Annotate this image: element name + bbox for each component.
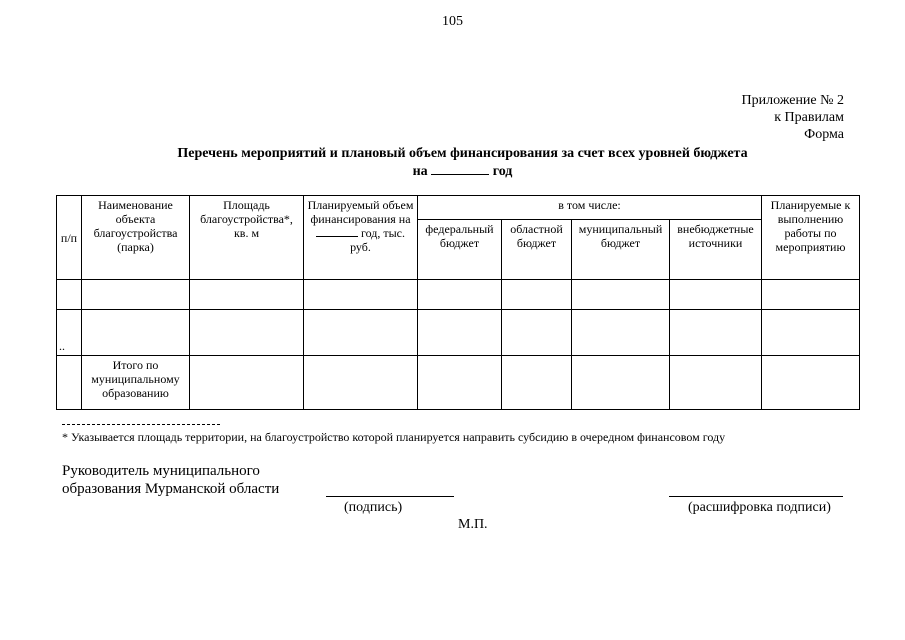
table-cell bbox=[304, 310, 418, 356]
table-cell bbox=[418, 280, 502, 310]
table-cell bbox=[418, 356, 502, 410]
page-number: 105 bbox=[442, 14, 463, 29]
table-cell bbox=[762, 280, 860, 310]
table-cell bbox=[670, 356, 762, 410]
title-line-2 bbox=[60, 162, 865, 180]
table-cell bbox=[190, 356, 304, 410]
head-label-line-2: образования Мурманской области bbox=[62, 481, 280, 497]
table-cell bbox=[670, 310, 762, 356]
header-num: п/п bbox=[57, 196, 82, 280]
appendix-line-1: Приложение № 2 bbox=[741, 93, 844, 108]
table-row bbox=[57, 310, 860, 356]
table-cell bbox=[57, 356, 82, 410]
footnote-separator bbox=[62, 424, 220, 425]
table-cell bbox=[57, 280, 82, 310]
appendix-line-3: Форма bbox=[804, 127, 844, 142]
table-cell bbox=[190, 280, 304, 310]
head-label-line-1: Руководитель муниципального bbox=[62, 463, 260, 479]
table-cell bbox=[572, 310, 670, 356]
planned-financing-suffix: год, тыс. руб. bbox=[350, 226, 405, 254]
signature-line bbox=[326, 496, 454, 497]
table-cell bbox=[670, 280, 762, 310]
table-cell bbox=[572, 280, 670, 310]
table-header-row-1 bbox=[57, 196, 860, 220]
signature-caption: (подпись) bbox=[344, 500, 403, 515]
year-blank bbox=[431, 162, 489, 175]
table-cell bbox=[190, 310, 304, 356]
header-municipal: муниципальный бюджет bbox=[572, 220, 670, 280]
table-cell bbox=[762, 356, 860, 410]
table-cell bbox=[502, 356, 572, 410]
table-cell bbox=[502, 280, 572, 310]
appendix-header bbox=[742, 92, 845, 143]
decoding-line bbox=[669, 496, 843, 497]
header-regional: областной бюджет bbox=[502, 220, 572, 280]
table-cell bbox=[502, 310, 572, 356]
header-planned-works: Планируемые к выполнению работы по мероприятию bbox=[762, 196, 860, 280]
seal-label: М.П. bbox=[458, 517, 488, 532]
table-cell bbox=[82, 310, 190, 356]
total-row bbox=[57, 356, 860, 410]
head-label bbox=[62, 462, 279, 498]
title-year-suffix: год bbox=[492, 164, 513, 179]
title-line-1: Перечень мероприятий и плановый объем финансирования за счет всех уровней бюджета bbox=[177, 146, 748, 161]
table-cell bbox=[762, 310, 860, 356]
document-title bbox=[60, 145, 865, 180]
financing-table bbox=[56, 195, 860, 410]
header-including: в том числе: bbox=[418, 196, 762, 220]
table-row bbox=[57, 280, 860, 310]
appendix-line-2: к Правилам bbox=[774, 110, 844, 125]
header-extrabudget: внебюджетные источники bbox=[670, 220, 762, 280]
header-object-name: Наименование объекта благоустройства (парка) bbox=[82, 196, 190, 280]
table-cell bbox=[82, 280, 190, 310]
table-cell bbox=[572, 356, 670, 410]
header-federal: федеральный бюджет bbox=[418, 220, 502, 280]
decoding-caption: (расшифровка подписи) bbox=[688, 500, 831, 515]
planned-financing-prefix: Планируемый объем финансирования на bbox=[307, 198, 414, 226]
table-cell bbox=[304, 356, 418, 410]
planned-year-blank bbox=[316, 226, 358, 237]
row-ellipsis: .. bbox=[57, 310, 82, 356]
table-cell bbox=[304, 280, 418, 310]
header-planned-financing bbox=[304, 196, 418, 280]
total-label: Итого по муниципальному образованию bbox=[82, 356, 190, 410]
footnote: * Указывается площадь территории, на благоустройство которой планируется направить субсидию в очередном финансовом году bbox=[62, 430, 726, 444]
table-cell bbox=[418, 310, 502, 356]
title-year-prefix: на bbox=[412, 164, 428, 179]
header-area: Площадь благоустройства*, кв. м bbox=[190, 196, 304, 280]
